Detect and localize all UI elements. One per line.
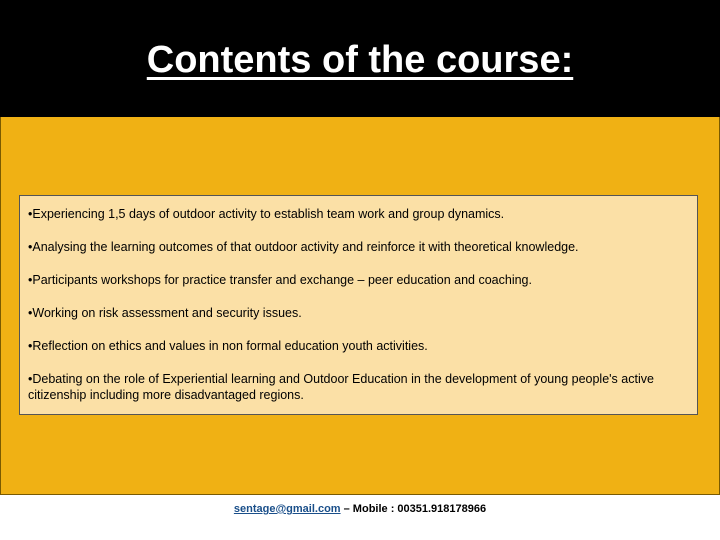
bullet-item-ethics: •Reflection on ethics and values in non formal education youth activities. [28,339,428,353]
email-link[interactable]: sentage@gmail.com [233,503,341,515]
bullet-list [28,206,697,403]
bullet-box [19,195,698,415]
bullet-item-outdoor-activity: •Experiencing 1,5 days of outdoor activity to establish team work and group dynamics. [28,207,505,221]
bullet-item-citizenship: •Debating on the role of Experiential learning and Outdoor Education in the development of young people's active citizenship including more disadvantaged regions. [28,372,654,402]
footer-contact [0,503,720,515]
slide-title: Contents of the course: [146,39,574,81]
bullet-item-learning-outcomes: •Analysing the learning outcomes of that outdoor activity and reinforce it with theoretical knowledge. [28,240,579,254]
bullet-item-workshops: •Participants workshops for practice transfer and exchange – peer education and coaching. [28,273,532,287]
title-banner [0,0,720,117]
mobile-text: – Mobile : 00351.918178966 [340,503,487,515]
content-panel [0,117,720,495]
bullet-item-risk-assessment: •Working on risk assessment and security issues. [28,306,302,320]
